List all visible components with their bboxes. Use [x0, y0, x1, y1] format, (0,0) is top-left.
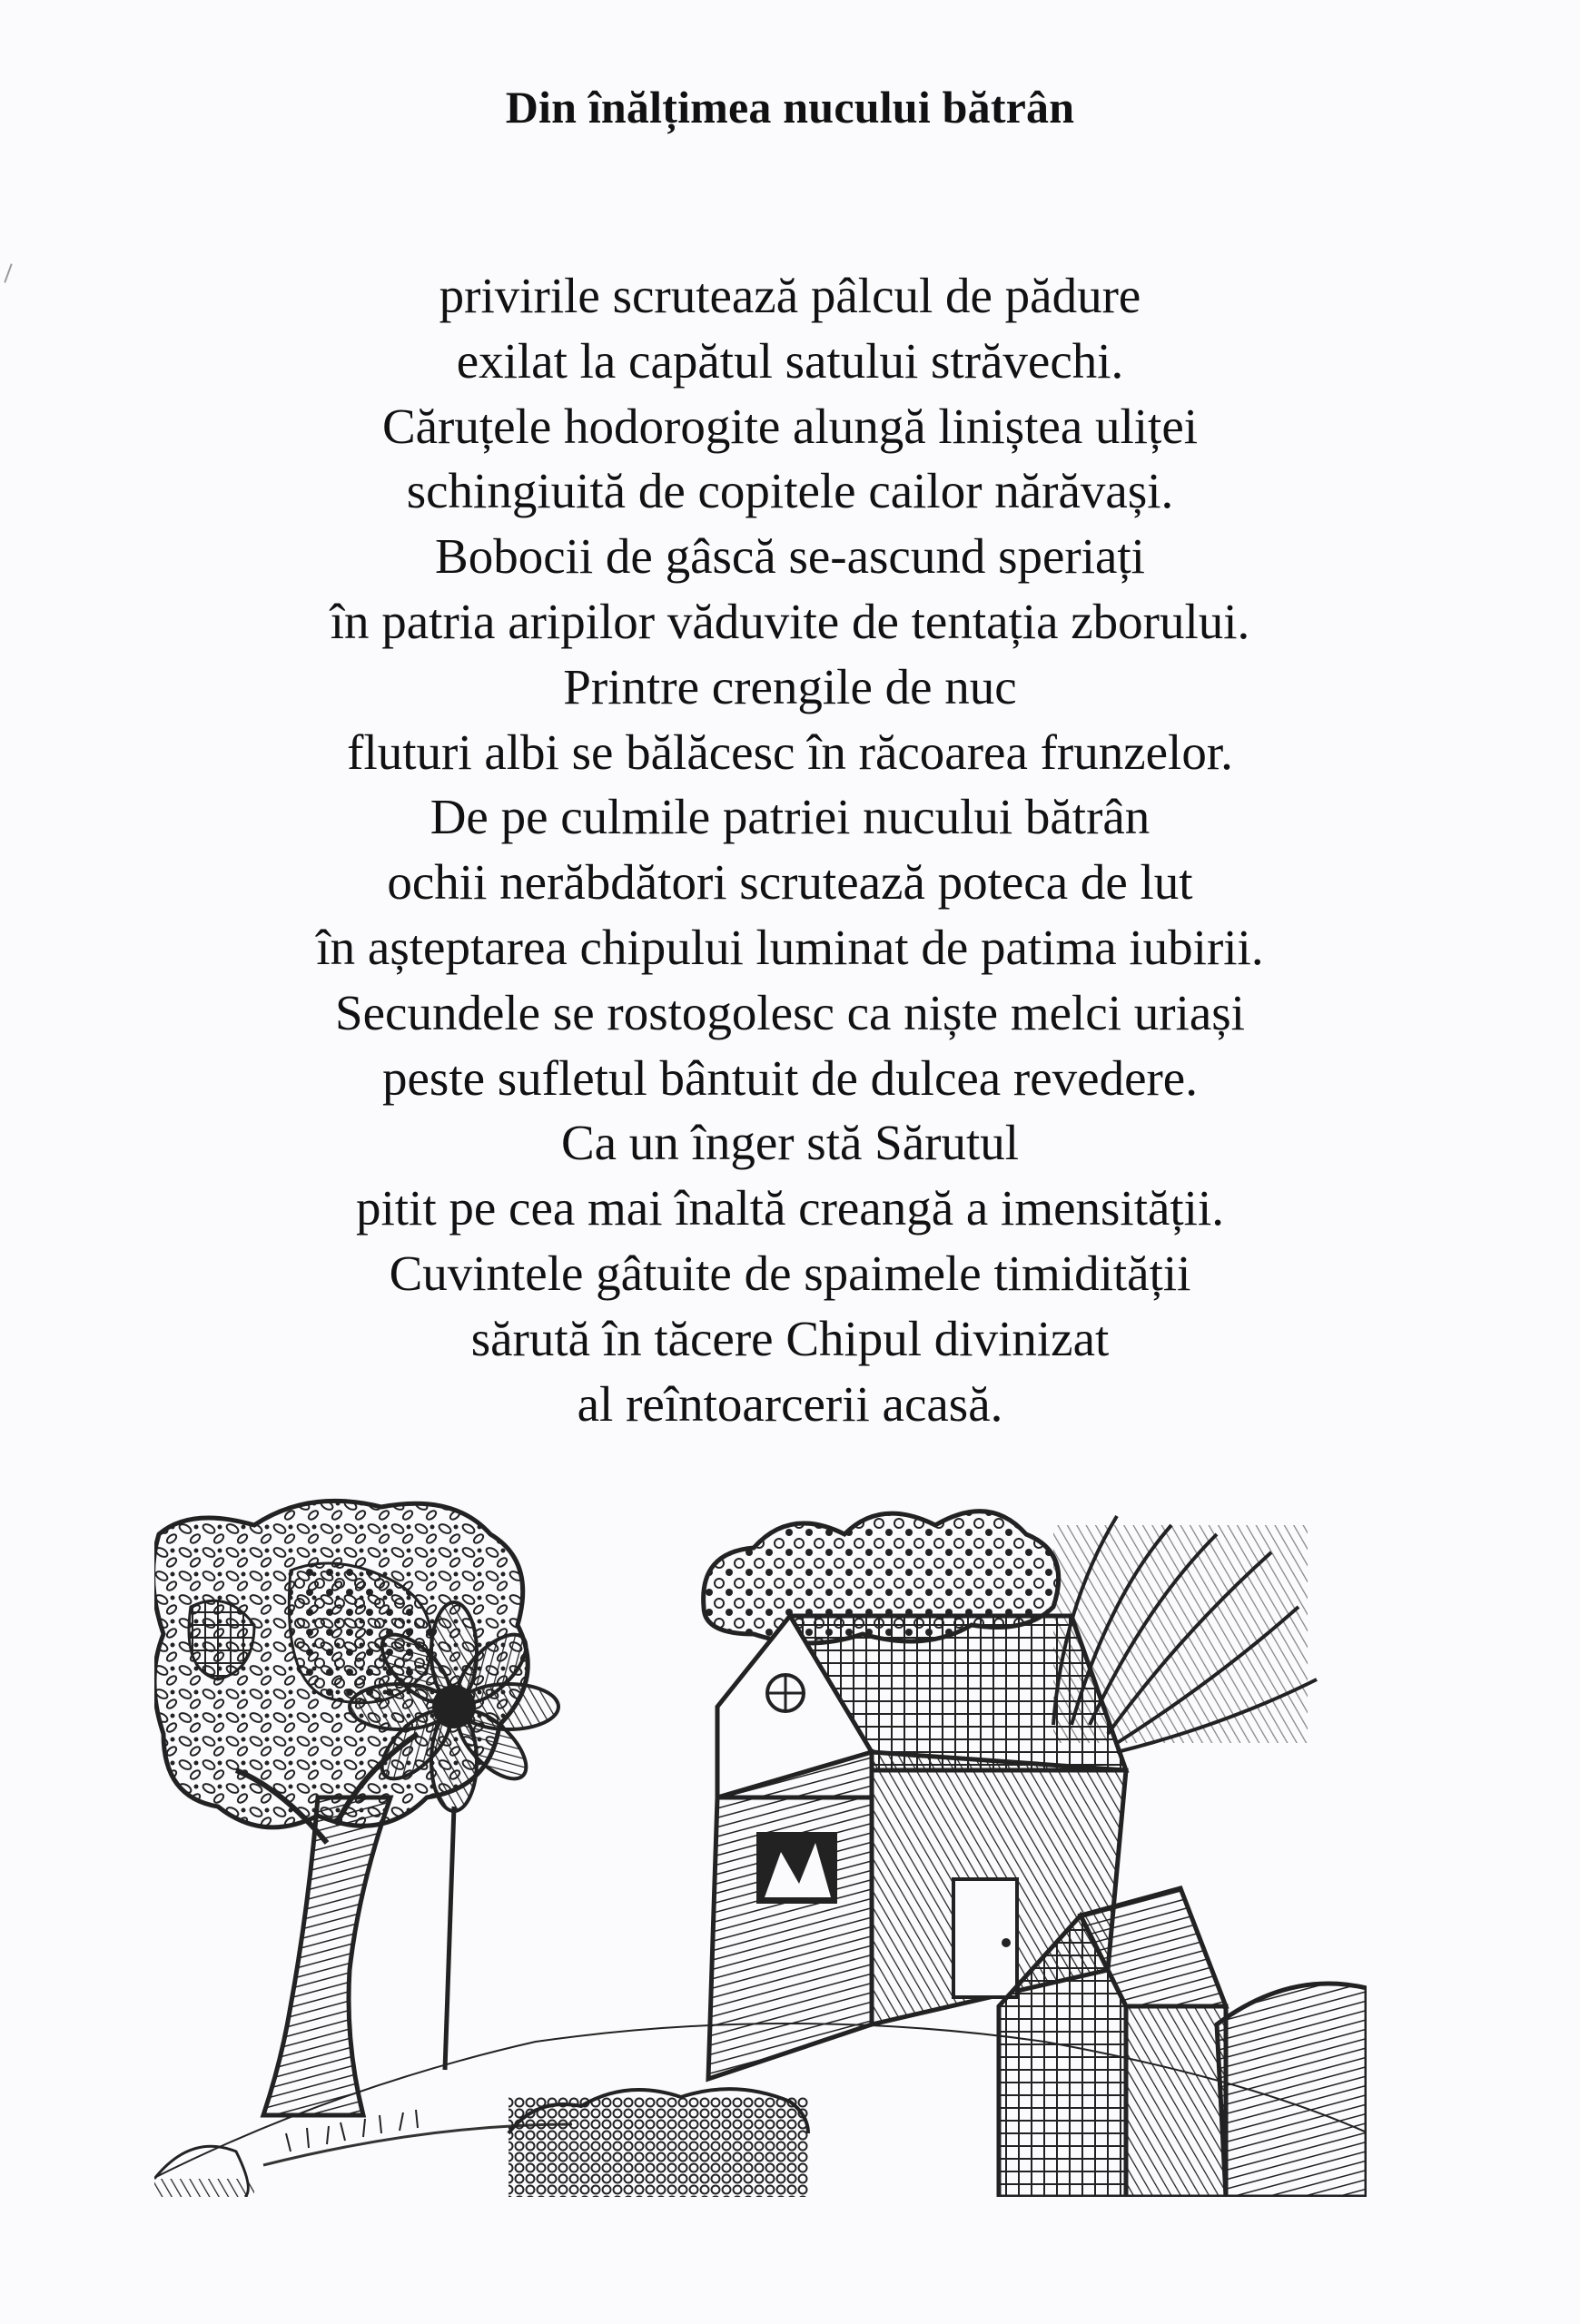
poem-line: privirile scrutează pâlcul de pădure [439, 268, 1141, 323]
poem-line: Bobocii de gâscă se-ascund speriați [435, 528, 1145, 585]
poem-line: Printre crengile de nuc [563, 658, 1017, 714]
poem-line: în așteptarea chipului luminat de patima iubirii. [316, 919, 1264, 975]
poem-line: Secundele se rostogolesc ca niște melci uriași [335, 984, 1245, 1040]
poem-line: pitit pe cea mai înaltă creangă a imensității. [356, 1180, 1224, 1236]
poem-line: exilat la capătul satului străvechi. [456, 332, 1124, 389]
walnut-tree-drawing [154, 1501, 528, 2115]
poem-line: Cuvintele gâtuite de spaimele timidității [389, 1245, 1191, 1301]
poem-line: al reîntoarcerii acasă. [577, 1375, 1003, 1432]
poem-title: Din înălțimea nucului bătrân [505, 82, 1075, 133]
poem-line: peste sufletul bântuit de dulcea revedere. [382, 1049, 1198, 1106]
poem-body [0, 263, 1580, 1436]
poem-line: Ca un înger stă Sărutul [560, 1115, 1020, 1171]
village-illustration [154, 1498, 1367, 2197]
poem-line: ochii nerăbdători scrutează poteca de lut [387, 854, 1193, 911]
poem-line: Căruțele hodorogite alungă liniștea uliței [381, 398, 1199, 454]
poem-line: sărută în tăcere Chipul divinizat [470, 1310, 1110, 1366]
poem-line: De pe culmile patriei nucului bătrân [430, 789, 1150, 845]
poem-line: fluturi albi se bălăcesc în răcoarea frunzelor. [347, 724, 1233, 780]
poem-line: schingiuită de copitele cailor nărăvași. [406, 463, 1174, 519]
poem-line: în patria aripilor văduvite de tentația zborului. [330, 593, 1250, 649]
